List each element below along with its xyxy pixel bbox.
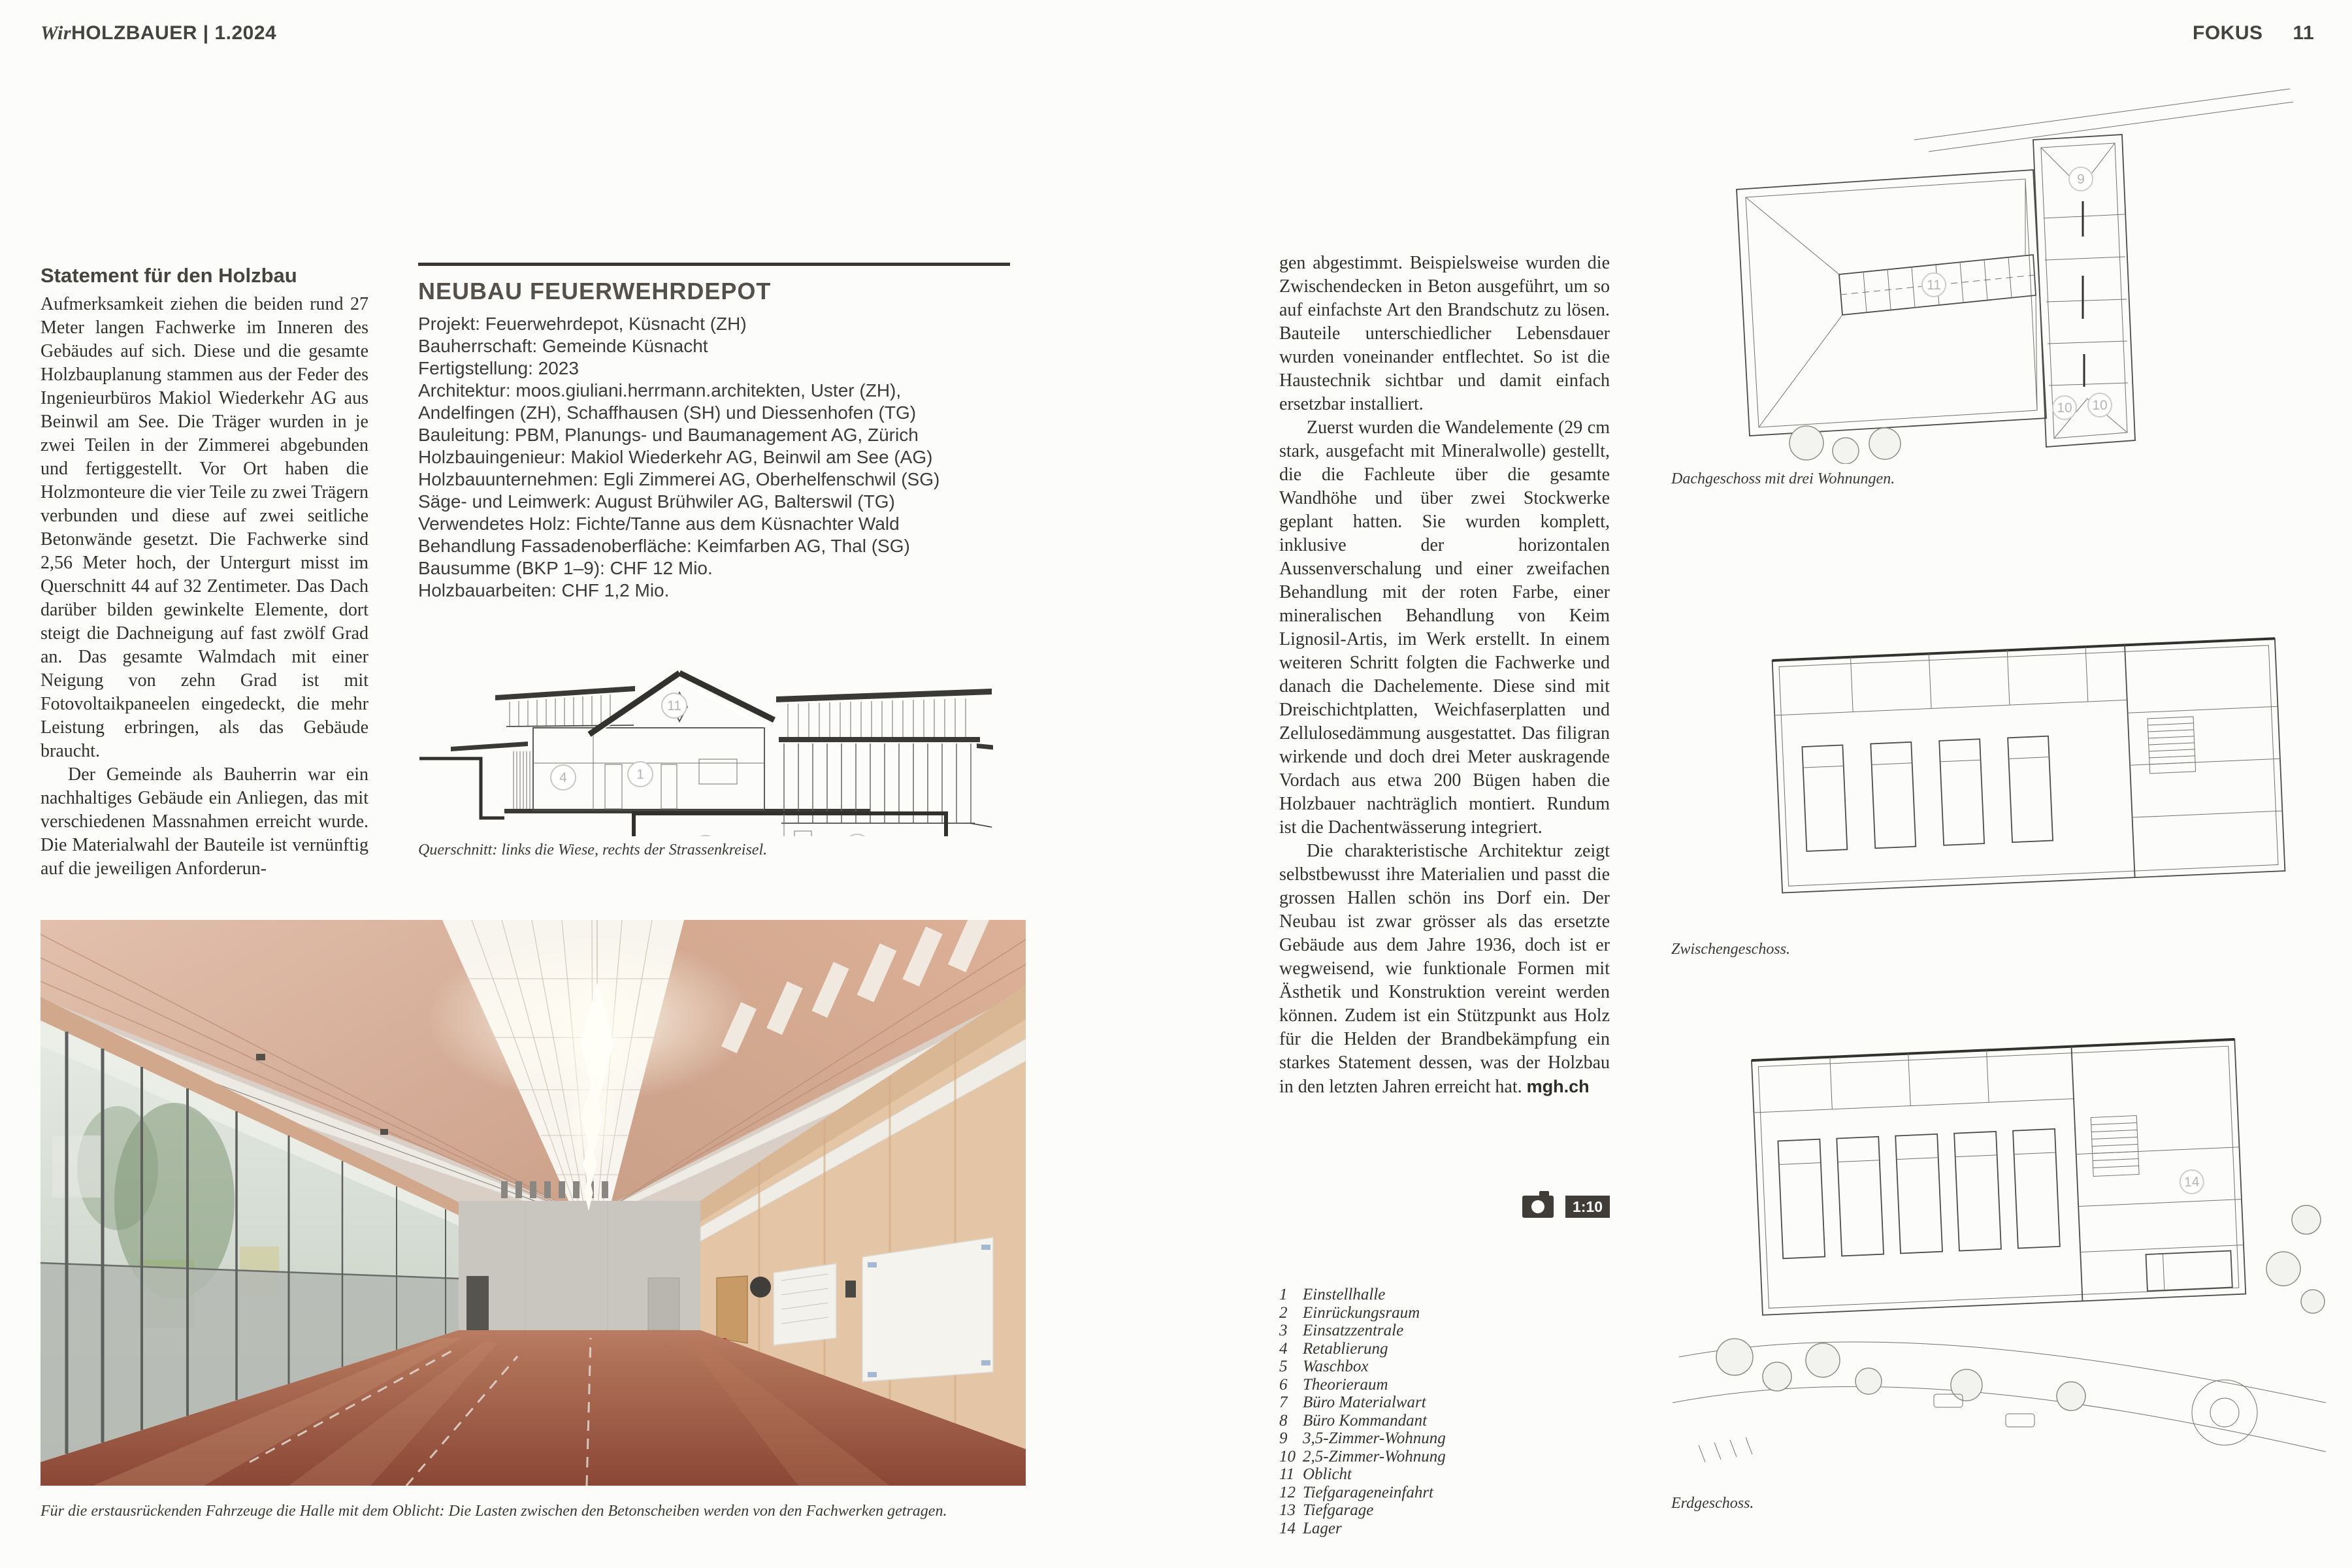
section-label: FOKUS bbox=[2193, 22, 2263, 44]
legend-item: 13 Tiefgarage bbox=[1279, 1501, 1374, 1519]
photo-caption: Für die erstausrückenden Fahrzeuge die Halle mit dem Oblicht: Die Lasten zwischen den Betonscheiben werden von den Fachwerken getragen. bbox=[41, 1503, 947, 1520]
masthead bbox=[41, 22, 276, 44]
truck bbox=[2013, 1129, 2060, 1249]
cross-section-drawing bbox=[418, 615, 993, 836]
project-line: Bauleitung: PBM, Planungs- und Baumanagement AG, Zürich bbox=[418, 425, 919, 445]
article-paragraph: Der Gemeinde als Bauherrin war ein nachhaltiges Gebäude ein Anliegen, das mit verschiedenen Massnahmen erreicht wurde. Die Materialwahl der Bauteile ist vernünftig auf die jeweiligen Anforderun- bbox=[41, 764, 368, 879]
left-article bbox=[41, 264, 368, 881]
truck bbox=[2008, 736, 2053, 843]
article-paragraph: gen abgestimmt. Beispielsweise wurden die Zwischendecken in Beton ausgeführt, um so auf einfachste Art den Brandschutz zu lösen. Bauteile unterschiedlicher Lebensdauer wurden voneinander entflechtet. So ist die Haustechnik sichtbar und damit einfach ersetzbar installiert. bbox=[1279, 253, 1610, 414]
legend-item: 4 Retablierung bbox=[1279, 1339, 1388, 1358]
truck bbox=[1939, 739, 1984, 845]
room-number: 4 bbox=[559, 770, 567, 785]
right-article bbox=[1279, 252, 1610, 1099]
plan-zwischengeschoss bbox=[1731, 606, 2326, 924]
room-number: 10 bbox=[2057, 400, 2072, 416]
project-line: Holzbauingenieur: Makiol Wiederkehr AG, Beinwil am See (AG) bbox=[418, 447, 933, 467]
legend-item: 3 Einsatzzentrale bbox=[1279, 1322, 1404, 1339]
truck bbox=[1895, 1134, 1942, 1254]
plan-caption-zwischengeschoss: Zwischengeschoss. bbox=[1671, 941, 1790, 958]
truck bbox=[1802, 745, 1847, 851]
project-line: Andelfingen (ZH), Schaffhausen (SH) und Diessenhofen (TG) bbox=[418, 402, 917, 423]
legend-item: 9 3,5-Zimmer-Wohnung bbox=[1279, 1429, 1446, 1447]
legend-item: 6 Theorieraum bbox=[1279, 1375, 1388, 1394]
legend-item: 8 Büro Kommandant bbox=[1279, 1411, 1428, 1429]
truck bbox=[1870, 742, 1916, 849]
project-line: Architektur: moos.giuliani.herrmann.architekten, Uster (ZH), bbox=[418, 380, 902, 400]
room-number: 9 bbox=[2077, 172, 2085, 187]
website-link: mgh.ch bbox=[1526, 1077, 1590, 1096]
article-paragraph: Aufmerksamkeit ziehen die beiden rund 27 Meter langen Fachwerke im Inneren des Gebäudes auf sich. Diese und die gesamte Holzbauplanung stammen aus der Feder des Ingenieurbüros Makiol Wiederkehr AG aus Beinwil am See. Die Träger wurden in je zwei Teilen in der Zimmerei abgebunden und fertiggestellt. Vor Ort haben die Holzmonteure die vier Teile zu zwei Trägern verbunden und diese auf zwei seitliche Betonwände gesetzt. Die Fachwerke sind 2,56 Meter hoch, der Untergurt misst im Querschnitt 44 auf 32 Zentimeter. Das Dach darüber bilden gewinkelte Elemente, dort steigt die Dachneigung auf fast zwölf Grad an. Das gesamte Walmdach mit einer Neigung von zehn Grad ist mit Fotovoltaikpaneelen eingedeckt, die mehr Leistung erbringen, als das Gebäude braucht. bbox=[41, 294, 368, 761]
legend-item: 14 Lager bbox=[1279, 1519, 1342, 1537]
legend-item: 5 Waschbox bbox=[1279, 1358, 1369, 1375]
truck bbox=[1837, 1137, 1884, 1256]
article-heading: Statement für den Holzbau bbox=[41, 264, 297, 287]
project-info-box bbox=[418, 263, 1010, 602]
truck bbox=[1778, 1139, 1825, 1259]
project-line: Behandlung Fassadenoberfläche: Keimfarben AG, Thal (SG) bbox=[418, 536, 910, 556]
divider-rule bbox=[418, 263, 1010, 266]
project-line: Holzbauarbeiten: CHF 1,2 Mio. bbox=[418, 580, 670, 600]
hall-photo bbox=[41, 920, 1026, 1486]
masthead-wir: Wir bbox=[41, 22, 72, 44]
room-number: 11 bbox=[1927, 278, 1941, 293]
section-caption: Querschnitt: links die Wiese, rechts der Strassenkreisel. bbox=[418, 841, 768, 858]
project-line: Projekt: Feuerwehrdepot, Küsnacht (ZH) bbox=[418, 314, 747, 334]
project-line: Fertigstellung: 2023 bbox=[418, 358, 579, 378]
legend-item: 7 Büro Materialwart bbox=[1279, 1394, 1426, 1411]
plan-legend bbox=[1279, 1286, 1554, 1537]
project-line: Verwendetes Holz: Fichte/Tanne aus dem Küsnachter Wald bbox=[418, 514, 900, 534]
plan-caption-erdgeschoss: Erdgeschoss. bbox=[1671, 1495, 1754, 1512]
room-number: 11 bbox=[667, 698, 681, 713]
legend-item: 10 2,5-Zimmer-Wohnung bbox=[1279, 1447, 1446, 1465]
project-line: Bauherrschaft: Gemeinde Küsnacht bbox=[418, 336, 708, 356]
plan-caption-dachgeschoss: Dachgeschoss mit drei Wohnungen. bbox=[1671, 470, 1895, 487]
article-paragraph: Zuerst wurden die Wandelemente (29 cm stark, ausgefacht mit Mineralwolle) gestellt, die die Fachleute über die gesamte Wandhöhe und über zwei Stockwerke geplant hatten. Sie wurden komplett, inklusive der horizontalen Aussenverschalung und einer zweifachen Behandlung mit der roten Farbe, einer mineralischen Behandlung von Keim Lignosil-Artis, im Werk erstellt. In einem weiteren Schritt folgten die Fachwerke und danach die Dachelemente. Diese sind mit Dreischichtplatten, Weichfaserplatten und Zellulosedämmung ausgestattet. Das filigran wirkende und doch drei Meter auskragende Vordach aus etwa 200 Bügen haben die Holzbauer nachträglich montiert. Rundum ist die Dachentwässerung integriert. bbox=[1279, 417, 1610, 838]
legend-item: 12 Tiefgarageneinfahrt bbox=[1279, 1483, 1433, 1501]
legend-item: 11 Oblicht bbox=[1279, 1465, 1352, 1483]
project-line: Holzbauunternehmen: Egli Zimmerei AG, Oberhelfenschwil (SG) bbox=[418, 469, 940, 489]
plan-erdgeschoss bbox=[1659, 994, 2332, 1483]
masthead-issue: | 1.2024 bbox=[203, 22, 277, 44]
paragraph-text: Die charakteristische Architektur zeigt selbstbewusst ihre Materialien und passt die grossen Hallen schön ins Dorf ein. Der Neubau ist zwar grösser als das ersetzte Gebäude aus dem Jahre 1936, doch ist er wegweisend, wie funktionale Formen mit Ästhetik und Konstruktion vereint werden können. Zudem ist ein Stützpunkt aus Holz für die Helden der Brandbekämpfung ein starkes Statement dessen, was der Holzbau in den letzten Jahren erreicht hat. bbox=[1279, 841, 1610, 1097]
site-trees bbox=[1716, 1205, 2325, 1411]
masthead-title: HOLZBAUER bbox=[71, 22, 197, 44]
legend-item: 1 Einstellhalle bbox=[1279, 1286, 1386, 1303]
article-paragraph bbox=[1279, 840, 1610, 1099]
page-number: 11 bbox=[2293, 22, 2315, 44]
room-number: 1 bbox=[636, 767, 644, 782]
truck bbox=[1954, 1132, 2001, 1251]
camera-icon bbox=[1522, 1196, 1554, 1218]
plan-dachgeschoss bbox=[1699, 80, 2306, 464]
credit-badges bbox=[1279, 1196, 1610, 1218]
project-line: Säge- und Leimwerk: August Brühwiler AG, Balterswil (TG) bbox=[418, 491, 895, 512]
scale-badge: 1:10 bbox=[1565, 1196, 1610, 1218]
project-title: NEUBAU FEUERWEHRDEPOT bbox=[418, 278, 772, 304]
room-number: 10 bbox=[2092, 398, 2108, 413]
folio bbox=[2193, 22, 2314, 44]
project-line: Bausumme (BKP 1–9): CHF 12 Mio. bbox=[418, 558, 713, 578]
legend-item: 2 Einrückungsraum bbox=[1279, 1303, 1420, 1322]
room-number: 14 bbox=[2183, 1174, 2200, 1190]
